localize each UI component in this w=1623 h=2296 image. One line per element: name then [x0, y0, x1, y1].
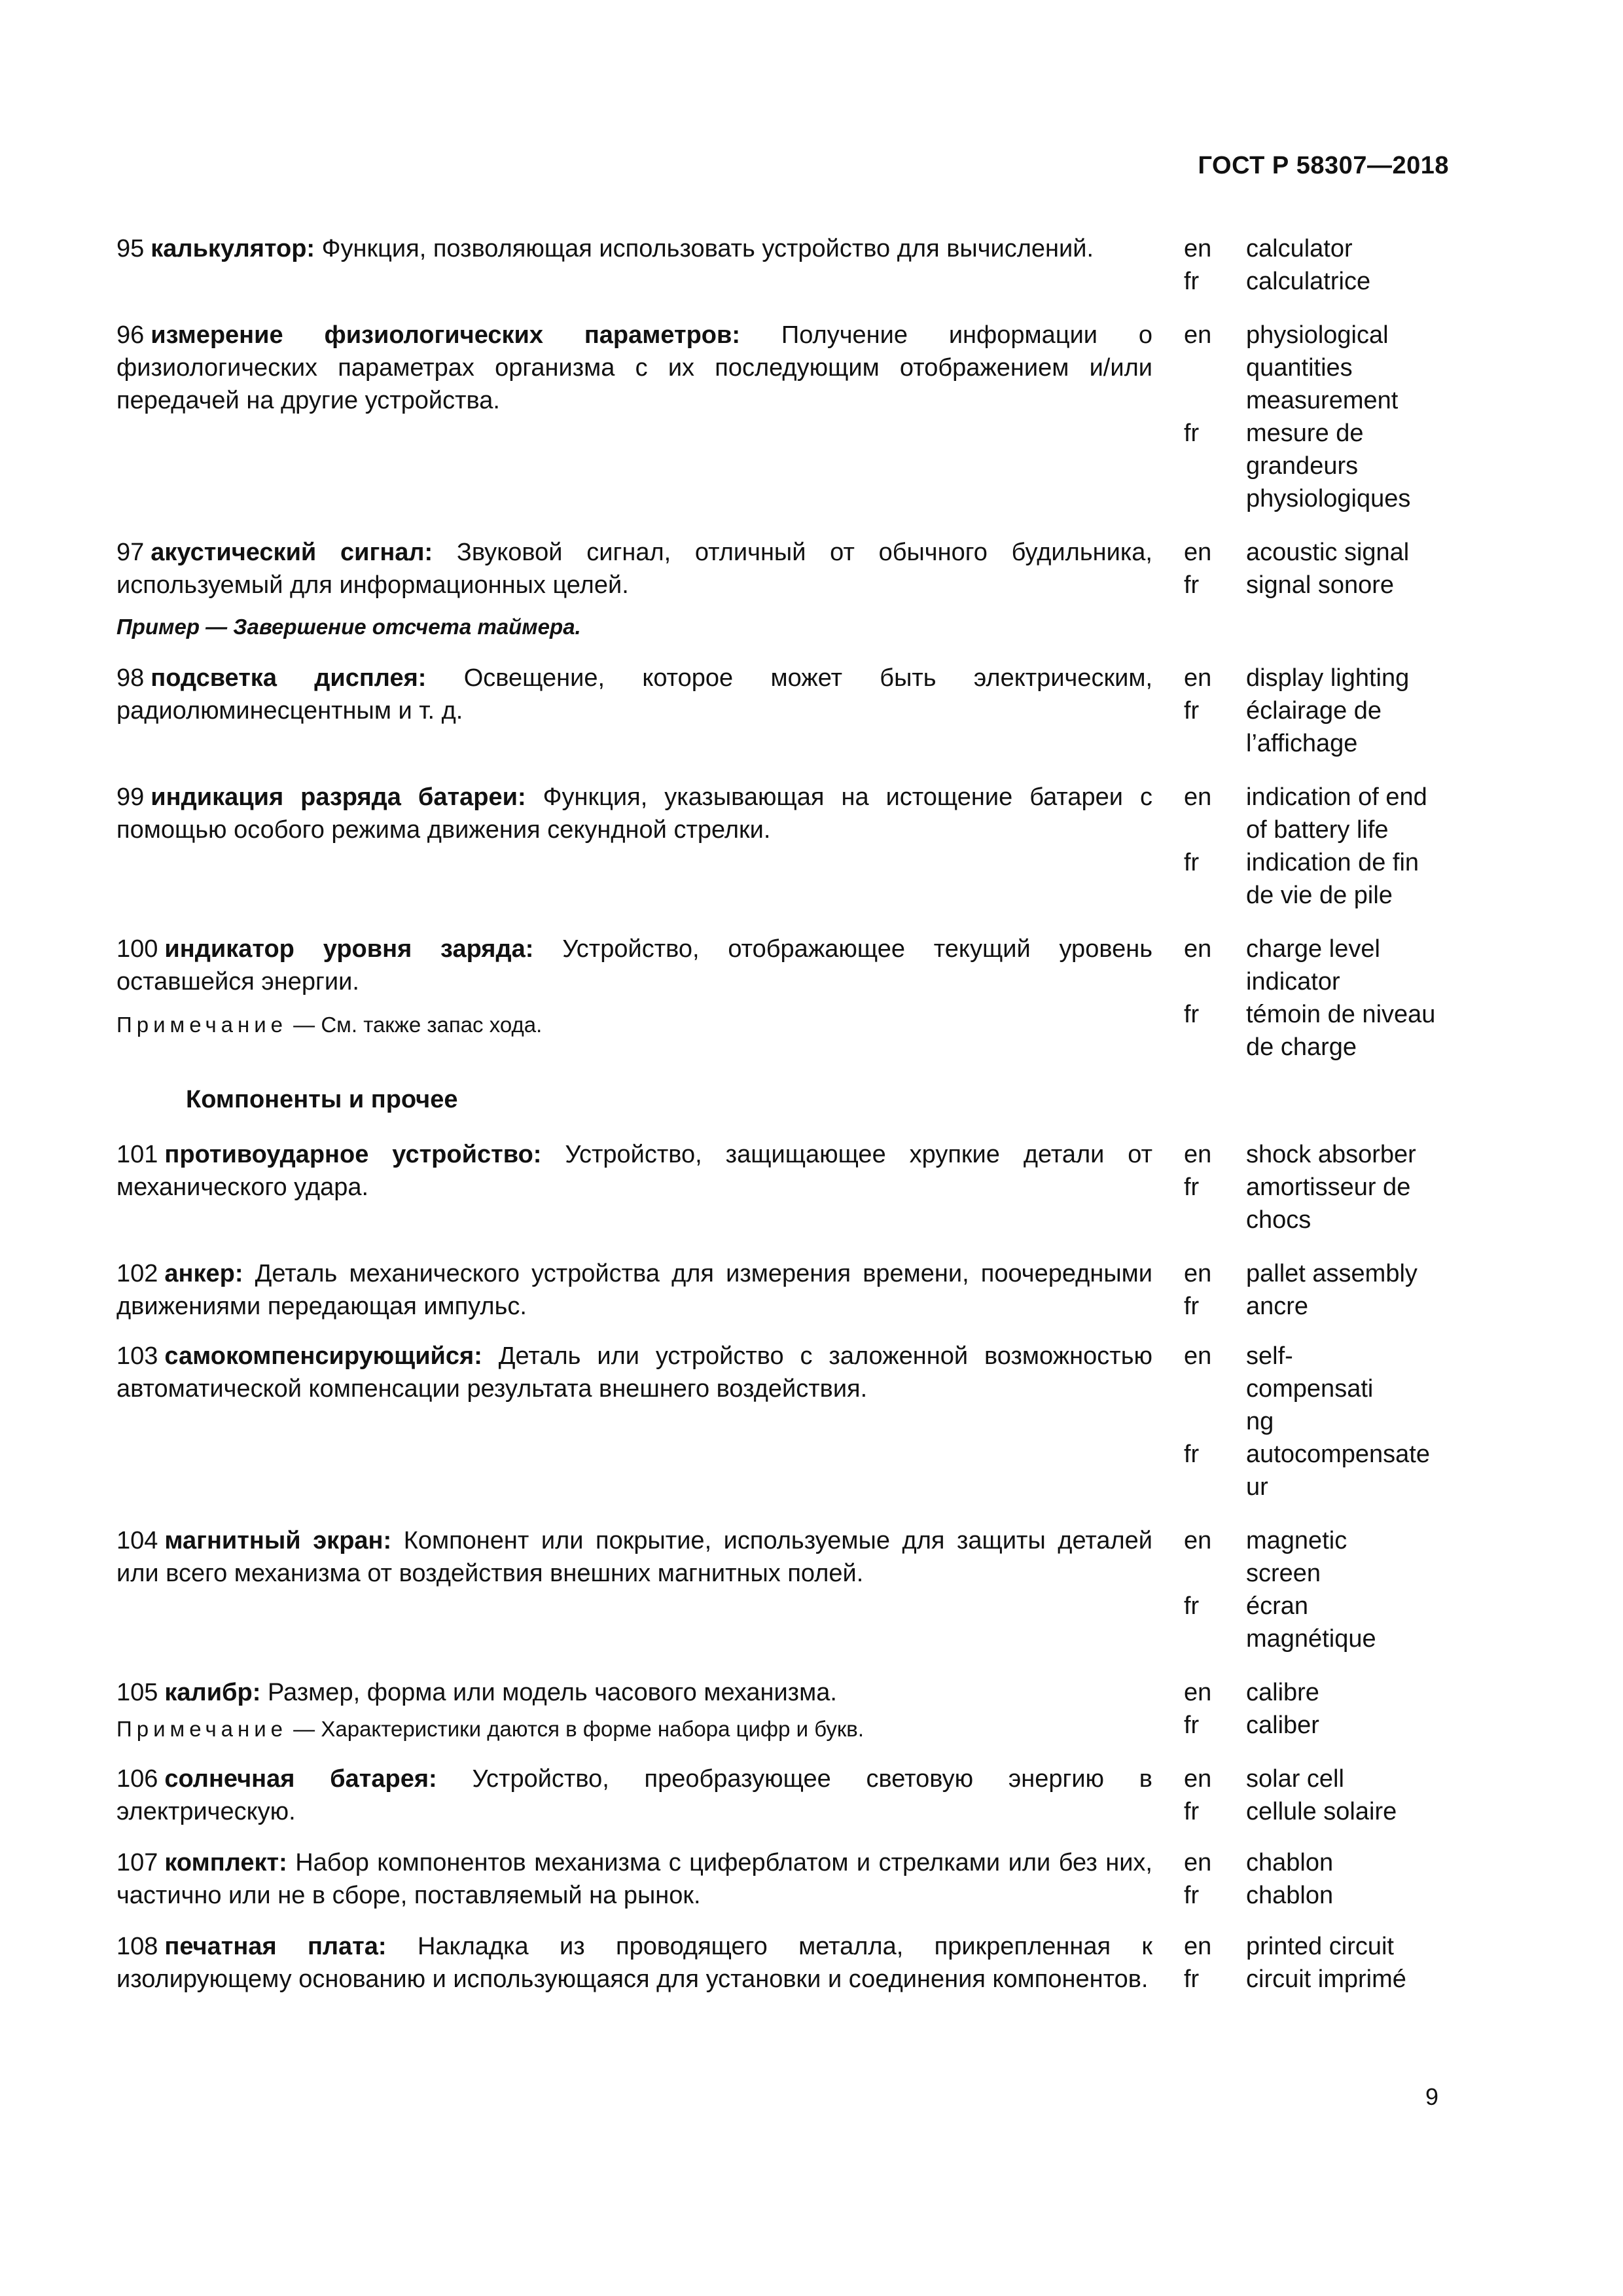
translation-en: chablon	[1246, 1849, 1334, 1876]
translation-fr: ancre	[1246, 1293, 1309, 1320]
translations	[1184, 1763, 1449, 1828]
term-number: 105	[116, 1679, 158, 1706]
lang-code-fr: fr	[1184, 1293, 1200, 1320]
term-definition: Устройство, преобразующее световую энергию в электрическую.	[116, 1765, 1152, 1825]
translations	[1184, 662, 1449, 760]
translations	[1184, 781, 1449, 912]
translation-fr: circuit imprimé	[1246, 1965, 1406, 1993]
term-name: солнечная батарея:	[164, 1765, 437, 1793]
translation-en: pallet assembly	[1246, 1260, 1418, 1287]
term-definition: Устройство, отображающее текущий уровень оставшейся энергии.	[116, 935, 1153, 996]
note-label: Примечание	[116, 1717, 288, 1741]
page-number: 9	[1425, 2083, 1438, 2110]
lang-code-fr: fr	[1184, 1965, 1200, 1993]
term-name: калибр:	[164, 1679, 261, 1706]
translation-fr: autocompensateur	[1246, 1441, 1430, 1501]
lang-code-fr: fr	[1184, 1174, 1200, 1201]
lang-code-fr: fr	[1184, 1798, 1200, 1825]
translation-en: indication of end of battery life	[1246, 783, 1427, 844]
translations	[1184, 1524, 1449, 1655]
term-entry-98	[116, 662, 1449, 760]
term-name: акустический сигнал:	[151, 539, 433, 566]
term-number: 103	[116, 1342, 158, 1370]
note-text: — Характеристики даются в форме набора цифр и букв.	[287, 1717, 865, 1741]
lang-code-en: en	[1184, 935, 1212, 963]
term-definition: Функция, позволяющая использовать устройство для вычислений.	[321, 235, 1094, 262]
term-definition: Устройство, защищающее хрупкие детали от механического удара.	[116, 1141, 1152, 1201]
term-name: магнитный экран:	[164, 1527, 392, 1554]
translation-fr: témoin de niveau de charge	[1246, 1001, 1436, 1061]
term-number: 95	[116, 235, 145, 262]
term-entry-101	[116, 1138, 1449, 1236]
term-note	[116, 1010, 1152, 1040]
translations	[1184, 1340, 1449, 1503]
lang-code-en: en	[1184, 321, 1212, 349]
term-entry-105	[116, 1676, 1449, 1744]
term-number: 96	[116, 321, 145, 349]
term-entry-97	[116, 536, 1449, 642]
lang-code-en: en	[1184, 1765, 1212, 1793]
term-number: 107	[116, 1849, 158, 1876]
term-number: 102	[116, 1260, 158, 1287]
lang-code-fr: fr	[1184, 1441, 1200, 1468]
translations	[1184, 1930, 1449, 1996]
translations	[1184, 536, 1449, 601]
term-entry-95	[116, 232, 1449, 298]
term-definition: Накладка из проводящего металла, прикрепленная к изолирующему основанию и использующаяся для установки и соединения компонентов.	[116, 1933, 1153, 1993]
term-definition: Компонент или покрытие, используемые для защиты деталей или всего механизма от воздействия внешних магнитных полей.	[116, 1527, 1152, 1587]
translation-en: printed circuit	[1246, 1933, 1394, 1960]
term-definition: Освещение, которое может быть электрическим, радиолюминесцентным и т. д.	[116, 664, 1153, 725]
lang-code-fr: fr	[1184, 697, 1200, 725]
translation-fr: indication de fin de vie de pile	[1246, 849, 1419, 909]
translation-fr: amortisseur de chocs	[1246, 1174, 1411, 1234]
term-name: индикация разряда батареи:	[151, 783, 526, 811]
lang-code-en: en	[1184, 664, 1212, 692]
translation-fr: écran magnétique	[1246, 1592, 1376, 1653]
translation-fr: chablon	[1246, 1882, 1334, 1909]
term-name: анкер:	[164, 1260, 243, 1287]
term-number: 98	[116, 664, 145, 692]
term-name: измерение физиологических параметров:	[151, 321, 741, 349]
term-entry-103	[116, 1340, 1449, 1503]
term-number: 104	[116, 1527, 158, 1554]
term-note	[116, 1714, 1152, 1744]
term-entry-100	[116, 933, 1449, 1064]
translation-en: magnetic screen	[1246, 1527, 1347, 1587]
translation-en: shock absorber	[1246, 1141, 1416, 1168]
translation-en: charge level indicator	[1246, 935, 1380, 996]
lang-code-en: en	[1184, 1260, 1212, 1287]
term-definition: Функция, указывающая на истощение батареи с помощью особого режима движения секундной стрелки.	[116, 783, 1152, 844]
lang-code-en: en	[1184, 1527, 1212, 1554]
translation-fr: signal sonore	[1246, 571, 1395, 599]
term-name: индикатор уровня заряда:	[164, 935, 534, 963]
translations	[1184, 933, 1449, 1064]
translation-en: physiological quantities measurement	[1246, 321, 1399, 414]
term-definition: Деталь или устройство с заложенной возможностью автоматической компенсации результата внешнего воздействия.	[116, 1342, 1152, 1403]
translation-en: calibre	[1246, 1679, 1319, 1706]
translation-fr: mesure de grandeurs physiologiques	[1246, 420, 1411, 512]
lang-code-fr: fr	[1184, 420, 1200, 447]
lang-code-fr: fr	[1184, 849, 1200, 876]
lang-code-en: en	[1184, 783, 1212, 811]
term-number: 101	[116, 1141, 158, 1168]
lang-code-en: en	[1184, 1342, 1212, 1370]
translation-en: self-compensating	[1246, 1342, 1374, 1435]
translations	[1184, 1138, 1449, 1236]
term-entry-108	[116, 1930, 1449, 1996]
term-name: калькулятор:	[151, 235, 315, 262]
lang-code-en: en	[1184, 1849, 1212, 1876]
translations	[1184, 1676, 1449, 1742]
translations	[1184, 1257, 1449, 1323]
term-number: 97	[116, 539, 145, 566]
term-definition: Получение информации о физиологических параметрах организма с их последующим отображением и/или передачей на другие устройства.	[116, 321, 1153, 414]
term-name: противоударное устройство:	[164, 1141, 542, 1168]
lang-code-en: en	[1184, 539, 1212, 566]
lang-code-fr: fr	[1184, 1882, 1200, 1909]
term-number: 106	[116, 1765, 158, 1793]
term-name: печатная плата:	[164, 1933, 387, 1960]
term-name: подсветка дисплея:	[151, 664, 427, 692]
term-number: 100	[116, 935, 158, 963]
term-entry-104	[116, 1524, 1449, 1655]
translation-fr: éclairage de l’affichage	[1246, 697, 1382, 757]
translation-fr: calculatrice	[1246, 268, 1371, 295]
term-definition: Набор компонентов механизма с циферблатом и стрелками или без них, частично или не в сборе, поставляемый на рынок.	[116, 1849, 1152, 1909]
term-definition: Размер, форма или модель часового механизма.	[267, 1679, 837, 1706]
term-name: комплект:	[164, 1849, 287, 1876]
lang-code-en: en	[1184, 1679, 1212, 1706]
section-heading: Компоненты и прочее	[186, 1086, 458, 1113]
terms-list	[116, 232, 1449, 1996]
term-entry-96	[116, 319, 1449, 515]
note-text: — См. также запас хода.	[287, 1013, 543, 1037]
term-entry-102	[116, 1257, 1449, 1323]
translation-fr: cellule solaire	[1246, 1798, 1397, 1825]
lang-code-fr: fr	[1184, 1001, 1200, 1028]
lang-code-fr: fr	[1184, 1592, 1200, 1620]
lang-code-en: en	[1184, 1933, 1212, 1960]
lang-code-fr: fr	[1184, 268, 1200, 295]
translation-en: solar cell	[1246, 1765, 1344, 1793]
document-header: ГОСТ Р 58307—2018	[1198, 152, 1449, 179]
lang-code-en: en	[1184, 1141, 1212, 1168]
translation-en: calculator	[1246, 235, 1353, 262]
term-entry-107	[116, 1846, 1449, 1912]
term-name: самокомпенсирующийся:	[164, 1342, 482, 1370]
lang-code-fr: fr	[1184, 1712, 1200, 1739]
translations	[1184, 1846, 1449, 1912]
note-label: Примечание	[116, 1013, 288, 1037]
term-number: 108	[116, 1933, 158, 1960]
lang-code-en: en	[1184, 235, 1212, 262]
translation-en: acoustic signal	[1246, 539, 1410, 566]
term-definition: Звуковой сигнал, отличный от обычного будильника, используемый для информационных целей.	[116, 539, 1152, 599]
translations	[1184, 319, 1449, 515]
term-number: 99	[116, 783, 145, 811]
term-definition: Деталь механического устройства для измерения времени, поочередными движениями передающая импульс.	[116, 1260, 1152, 1320]
translation-fr: caliber	[1246, 1712, 1319, 1739]
lang-code-fr: fr	[1184, 571, 1200, 599]
term-example: Пример — Завершение отсчета таймера.	[116, 615, 581, 639]
term-entry-106	[116, 1763, 1449, 1828]
translations	[1184, 232, 1449, 298]
term-entry-99	[116, 781, 1449, 912]
translation-en: display lighting	[1246, 664, 1410, 692]
